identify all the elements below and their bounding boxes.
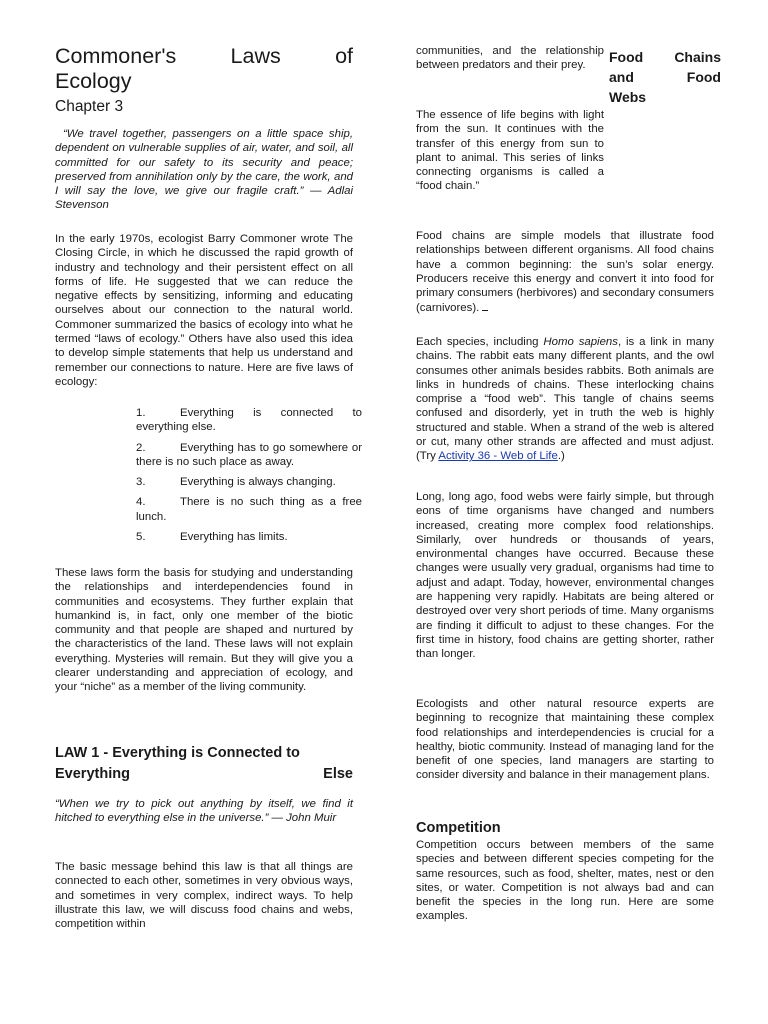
long-ago-paragraph: Long, long ago, food webs were fairly simple, but through eons of time organisms have changed and numbers increased, creating more complex food relationships. Similarly, over hundreds or thousands of years, environmental changes have occurred. Because these changes were usually very gradual, organisms had time to adjust and adapt. Today, however, environmental changes are happening very rapidly. Habitats are being altered or destroyed over very short periods of time. Many organisms are finding it difficult to adjust to these changes. For the first time in history, food chains are getting shorter, rather than longer. (416, 491, 714, 661)
food-chains-heading (609, 47, 721, 107)
law-item (136, 530, 362, 544)
law-text: Everything has to go somewhere or there is no such place as away. (136, 441, 362, 468)
heading-word: Chains (674, 49, 721, 65)
continued-paragraph: communities, and the relationship between predators and their prey. (416, 45, 604, 72)
law1-heading-word: Everything (55, 765, 130, 782)
food-chains-paragraph (416, 229, 714, 316)
law-text: Everything has limits. (180, 531, 288, 544)
law-item (136, 406, 362, 435)
heading-word: Food (609, 49, 644, 65)
species-text-mid: , is a link in many chains. The rabbit eats many different plants, and the owl consumes other animals besides rabbits. Both animals are links in hundreds of chains. These interlocking chains comprise a “food web”. This tangle of chains seems confused and disorderly, yet in truth the web is highly structured and stable. When a strand of the web is altered or cut, many other strands are affected and must adjust. (Try (416, 336, 714, 463)
basic-message-paragraph: The basic message behind this law is that all things are connected to each other, sometimes in very obvious ways, and sometimes in very complex, indirect ways. To help illustrate this law, we will discuss food chains and webs, competition within (55, 861, 353, 931)
competition-heading: Competition (416, 820, 501, 836)
law-item (136, 475, 362, 489)
law1-heading (55, 743, 353, 784)
law-text: Everything is connected to everything else. (136, 407, 362, 434)
competition-paragraph: Competition occurs between members of the same species and between different species competing for the same resources, such as food, shelter, mates, nest or den sites, or water. Competition is not always bad and can benefit the species in the long run. Here are some examples. (416, 839, 714, 923)
heading-word: and (609, 69, 634, 85)
ecologists-paragraph: Ecologists and other natural resource experts are beginning to recognize that maintaining these complex food relationships and interdependencies is crucial for a healthy, biotic community. Instead of managing land for the benefit of one species, land managers are starting to consider diversity and balance in their management plans. (416, 698, 714, 782)
heading-word: Food (686, 69, 721, 85)
chapter-label: Chapter 3 (55, 98, 124, 115)
activity-36-link[interactable]: Activity 36 - Web of Life (438, 450, 558, 463)
law1-heading-word: Else (323, 765, 353, 782)
laws-list (136, 406, 362, 544)
law-number: 3. (136, 476, 146, 489)
species-name: Homo sapiens (543, 336, 618, 348)
law-item (136, 441, 362, 470)
title-line-2: Ecology (55, 69, 132, 93)
species-text-post: .) (557, 450, 565, 463)
laws-explanation-paragraph: These laws form the basis for studying and understanding the relationships and interdependencies found in communities and ecosystems. They further explain that humankind is, in fact, only one member of the biotic community and that people are shaped and nurtured by the characteristics of the land. These laws will not explain everything. Mysteries will remain. But they will give you a clearer understanding and appreciation of ecology, and your “niche” as a member of the living community. (55, 567, 353, 694)
title-word: Commoner's (55, 44, 177, 68)
title-word: Laws (230, 44, 281, 68)
text-cursor-mark (482, 300, 488, 311)
law-number: 4. (136, 496, 146, 509)
law-number: 1. (136, 407, 146, 419)
stevenson-quote: “We travel together, passengers on a little space ship, dependent on vulnerable supplies of air, water, and soil, all committed for our safety to its security and peace; preserved from annihilation only by the care, the work, and I will say the love, we give our fragile craft.” — Adlai Stevenson (55, 128, 353, 212)
heading-word: Webs (609, 89, 647, 105)
law-text: There is no such thing as a free lunch. (136, 496, 362, 523)
muir-quote: “When we try to pick out anything by itself, we find it hitched to everything else in the universe.” — John Muir (55, 798, 353, 825)
law1-heading-line1: LAW 1 - Everything is Connected to (55, 745, 300, 761)
species-paragraph (416, 335, 714, 464)
law-item (136, 495, 362, 524)
title-word: of (335, 44, 353, 68)
essence-paragraph: The essence of life begins with light from the sun. It continues with the transfer of this energy from sun to plant to animal. This series of links connecting organisms is called a “food chain.” (416, 109, 604, 193)
species-text-pre: Each species, including (416, 336, 544, 348)
law-number: 5. (136, 531, 146, 544)
intro-paragraph: In the early 1970s, ecologist Barry Commoner wrote The Closing Circle, in which he discussed the rapid growth of industry and technology and their persistent effect on all forms of life. He suggested that we can reduce the negative effects by sensitizing, informing and educating ourselves about our connection to the natural world. Commoner summarized the basics of ecology into what he termed “laws of ecology.” Others have also used this idea to develop simple statements that help us understand and remember our connections to nature. Here are five laws of ecology: (55, 233, 353, 388)
food-chains-text: Food chains are simple models that illustrate food relationships between different organisms. All food chains have a common beginning: the sun’s solar energy. Producers receive this energy and convert it into food for primary consumers (herbivores) and secondary consumers (carnivores). (416, 230, 714, 315)
document-title (55, 44, 353, 94)
law-text: Everything is always changing. (180, 476, 336, 489)
law-number: 2. (136, 441, 146, 454)
